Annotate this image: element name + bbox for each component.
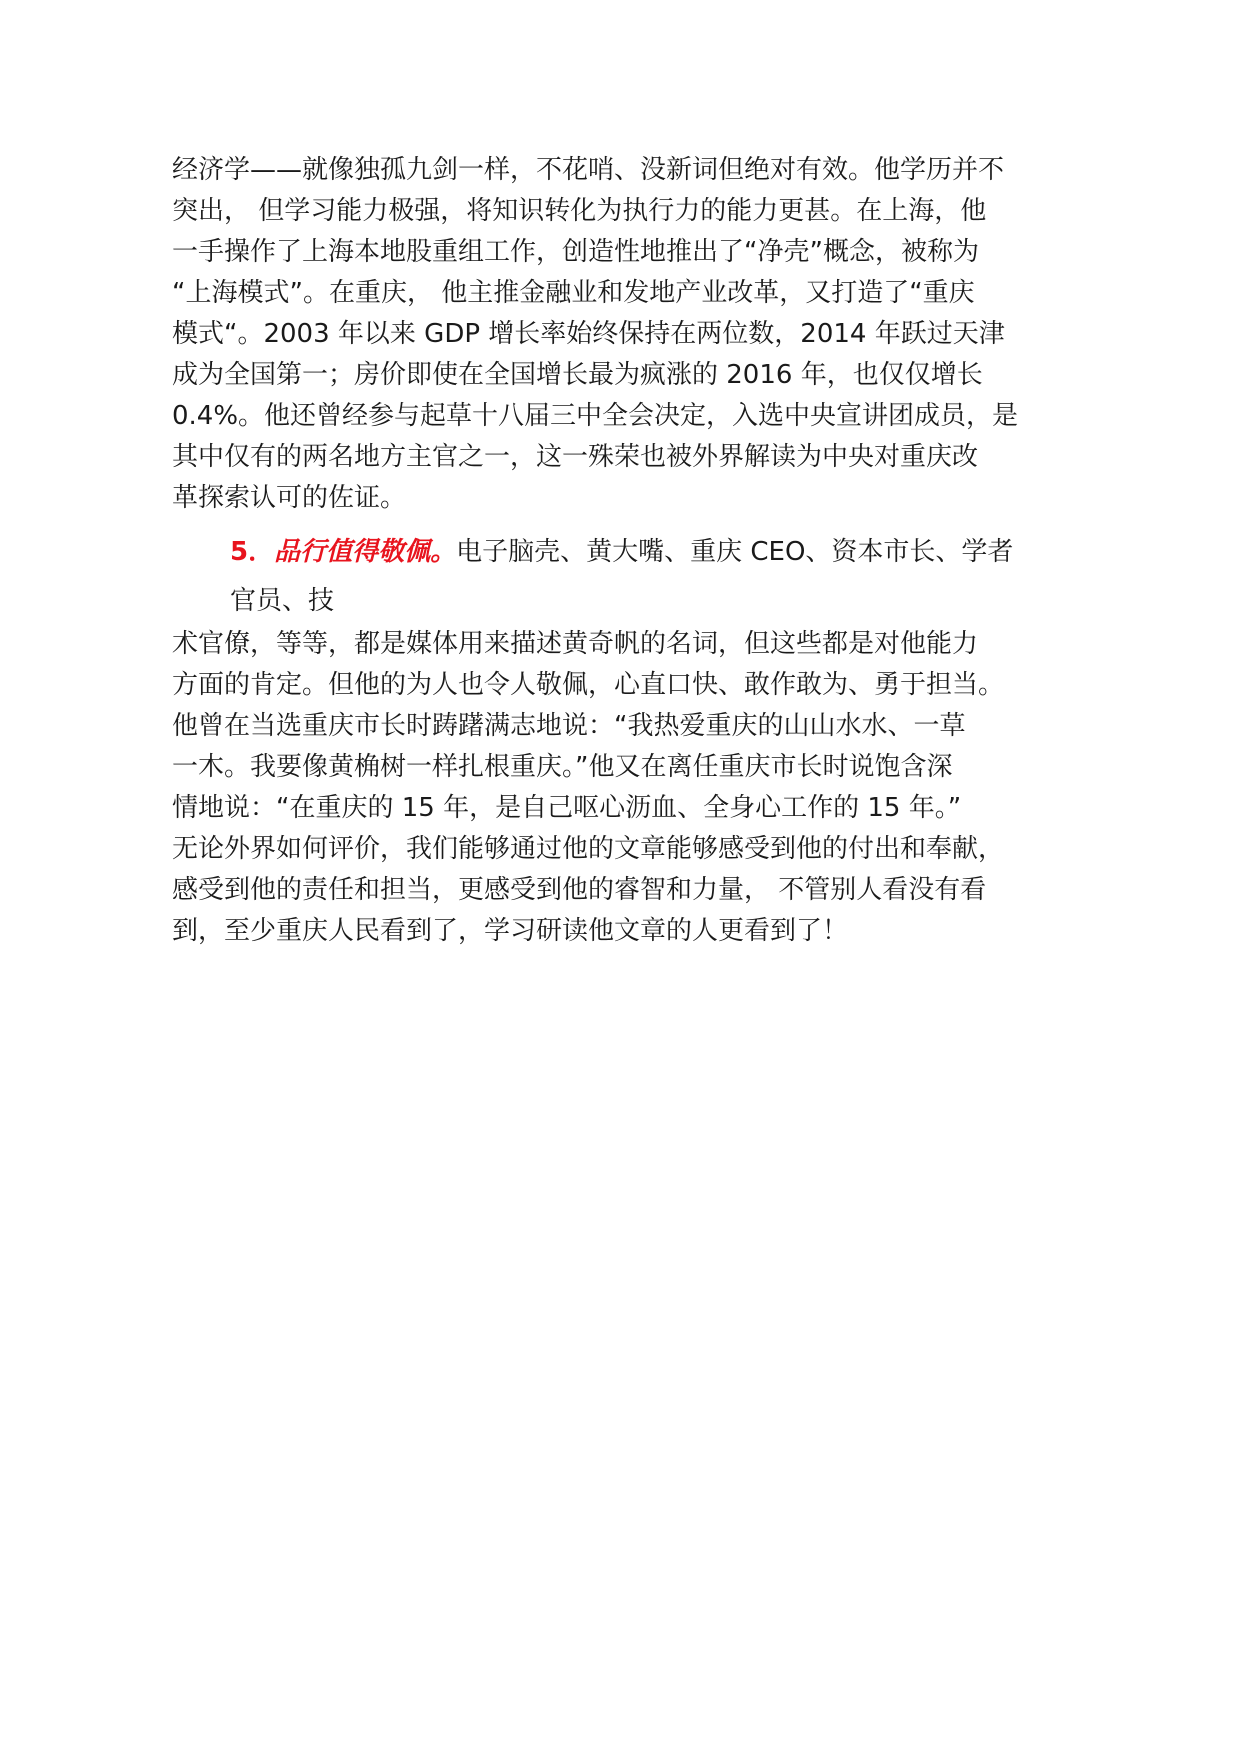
- section-number: 5．: [230, 537, 275, 567]
- paragraph-line: 模式“。2003 年以来 GDP 增长率始终保持在两位数，2014 年跃过天津: [172, 319, 1005, 349]
- paragraph-line: 突出， 但学习能力极强，将知识转化为执行力的能力更甚。在上海，他: [172, 196, 987, 226]
- paragraph-line: 成为全国第一；房价即使在全国增长最为疯涨的 2016 年，也仅仅增长: [172, 360, 983, 390]
- paragraph-line: “上海模式”。在重庆， 他主推金融业和发地产业改革，又打造了“重庆: [172, 278, 975, 308]
- paragraph-line: 0.4%。他还曾经参与起草十八届三中全会决定，入选中央宣讲团成员，是: [172, 401, 1019, 431]
- section-heading-rest: 电子脑壳、黄大嘴、重庆 CEO、资本市长、学者: [456, 537, 1014, 567]
- paragraph-line: 官员、技: [230, 586, 335, 616]
- paragraph-line: 术官僚，等等，都是媒体用来描述黄奇帆的名词，但这些都是对他能力: [172, 629, 979, 659]
- paragraph-line: 经济学——就像独孤九剑一样，不花哨、没新词但绝对有效。他学历并不: [172, 155, 1005, 185]
- paragraph-1: [172, 150, 1092, 519]
- paragraph-line: 其中仅有的两名地方主官之一，这一殊荣也被外界解读为中央对重庆改: [172, 442, 979, 472]
- section-5-wrapped-line: [230, 581, 1090, 622]
- paragraph-line: 革探索认可的佐证。: [172, 483, 407, 513]
- section-heading: [172, 532, 1092, 573]
- paragraph-line: 方面的肯定。但他的为人也令人敬佩，心直口快、敢作敢为、勇于担当。: [172, 670, 1005, 700]
- paragraph-line: 一木。我要像黄桷树一样扎根重庆。”他又在离任重庆市长时说饱含深: [172, 752, 953, 782]
- paragraph-line: 他曾在当选重庆市长时踌躇满志地说：“我热爱重庆的山山水水、一草: [172, 711, 966, 741]
- paragraph-line: 情地说：“在重庆的 15 年，是自己呕心沥血、全身心工作的 15 年。”: [172, 793, 962, 823]
- section-title: 品行值得敬佩。: [274, 537, 457, 567]
- paragraph-line: 一手操作了上海本地股重组工作，创造性地推出了“净壳”概念，被称为: [172, 237, 979, 267]
- section-5-heading-line: [172, 532, 1092, 573]
- paragraph-line: 无论外界如何评价，我们能够通过他的文章能够感受到他的付出和奉献，: [172, 834, 1005, 864]
- paragraph-line: 感受到他的责任和担当，更感受到他的睿智和力量， 不管别人看没有看: [172, 875, 987, 905]
- paragraph-line: 到，至少重庆人民看到了，学习研读他文章的人更看到了！: [172, 916, 849, 946]
- paragraph-2: [172, 624, 1092, 952]
